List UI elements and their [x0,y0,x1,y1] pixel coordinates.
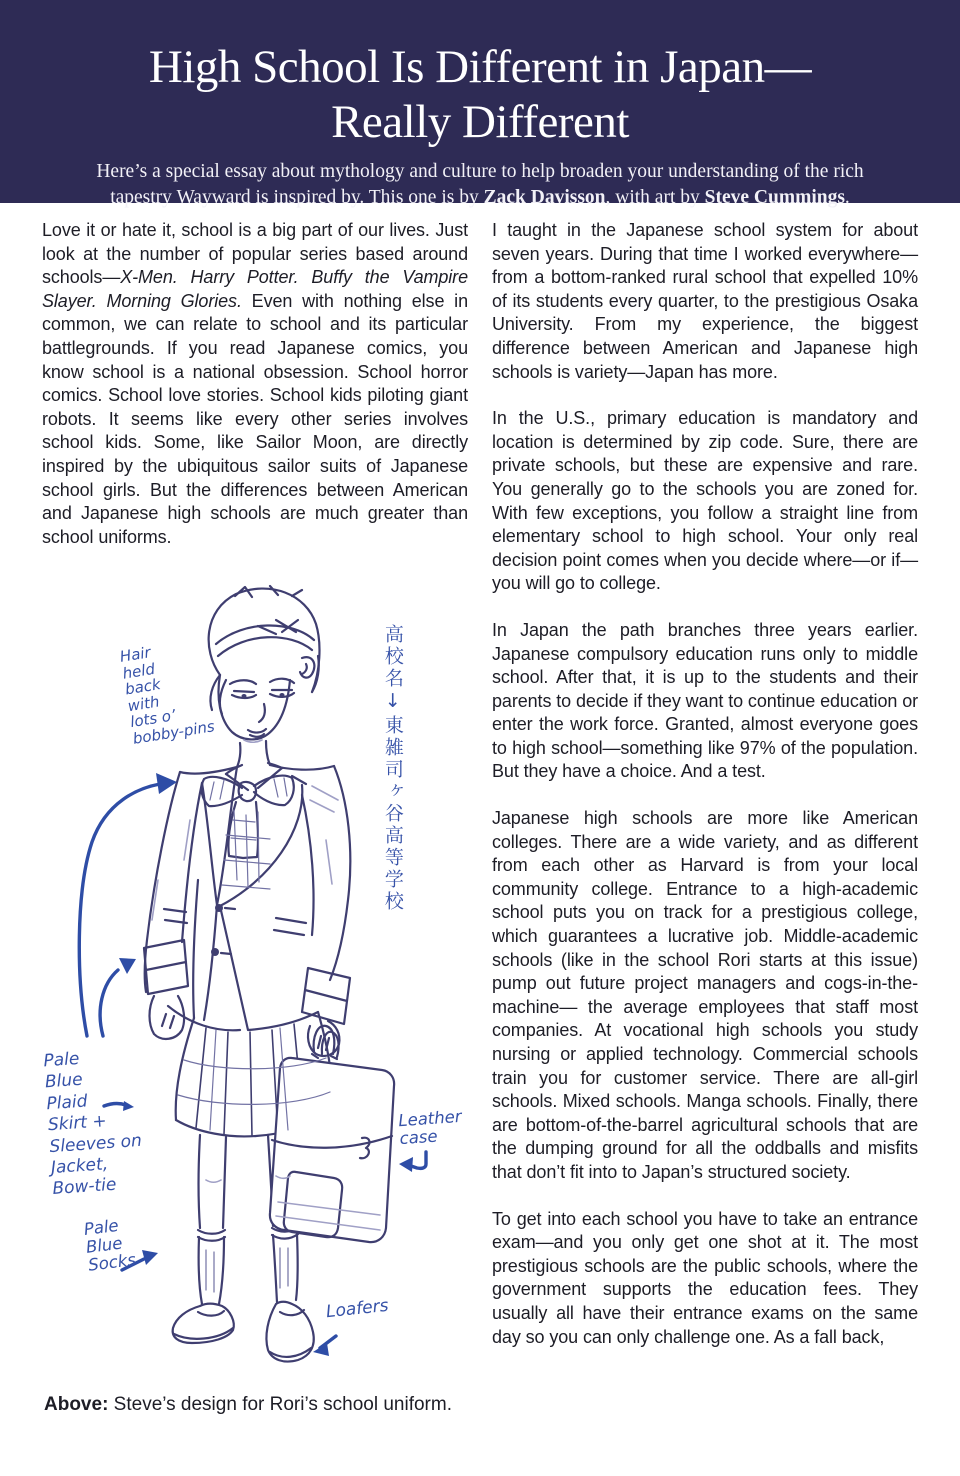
essay-paragraph: In Japan the path branches three years earlier. Japanese compulsory education runs only to middle school. After that, it is up to the students and their parents to decide if they want to continue education or enter the work force. Granted, almost everyone goes to high school—something like 97% of the population. But they have a choice. And a test. [492,619,918,782]
left-column [42,219,468,572]
leather-case-annotation: Leather case [397,1106,463,1149]
right-column [492,219,918,1372]
caption-text: Steve’s design for Rori’s school uniform. [108,1394,452,1415]
essay-paragraph: In the U.S., primary education is mandatory and location is determined by zip code. Sure, there are private schools, but these are expensive and rare. You generally go to the schools you are zoned for. With few exceptions, you follow a straight line from elementary school to high school. Your only real decision point comes when you decide where—or if—you will go to college. [492,408,918,594]
essay-subtitle [85,159,875,211]
author-name: Zack Davisson [483,187,606,208]
page-title-line-1: High School Is Different in Japan— [148,41,812,93]
plaid-annotation: Pale Blue Plaid Skirt + Sleeves on Jacket, Bow-tie [42,1048,143,1200]
artist-name: Steve Cummings [704,187,845,208]
figure-caption [44,1393,474,1417]
essay-paragraph: I taught in the Japanese school system for about seven years. During that time I worked everywhere—from a bottom-ranked rural school that expelled 10% of its students every quarter, to the prestigious Osaka University. From my experience, the biggest difference between American and Japanese high schools is variety—Japan has more. [492,220,918,382]
school-name-annotation: 高校名↓東雑司ヶ谷高等学校 [381,624,404,913]
essay-paragraph [42,219,468,549]
arrow-to-case [411,1152,426,1168]
subtitle-text: Here’s a special essay about mythology and culture to help broaden your understanding of the rich tapestry Wayward is inspired by. This one is by [96,161,864,208]
socks-annotation: Pale Blue Socks [82,1215,137,1275]
subtitle-text: , with art by [605,187,705,208]
paragraph-text: Even with nothing else in common, we can relate to school and its particular battlegrounds. If you read Japanese comics, you know school is a national obsession. School horror comics. School love stories. School kids piloting giant robots. It seems like every other series involves school kids. Some, like Sailor Moon, are directly inspired by the ubiquitous sailor suits of Japanese school girls. But the differences between American and Japanese high schools are much greater than school uniforms. [42,290,468,547]
page-title [0,0,960,150]
annotation-arrowheads [119,773,413,1356]
arrow-to-cuff [100,970,118,1036]
series-titles-italic: X-Men. Harry Potter. Buffy the Vampire Slayer. Morning Glories. [42,267,468,311]
essay-header [0,0,960,208]
paragraph-text: Love it or hate it, school is a big part of our lives. Just look at the number of popular series based around schools— [42,220,468,288]
caption-label: Above: [44,1394,109,1415]
loafers-annotation: Loafers [325,1295,390,1323]
essay-paragraph: Japanese high schools are more like American colleges. There are a wide variety, and as different from each other as Harvard is from your local community college. Entrance to a high-academic school puts you on track for a prestigious college, which guarantees a lucrative job. Middle-academic schools (like in the school Rori starts at this issue) pump out future project managers and cogs-in-the-machine— the average employees that staff most companies. At vocational high schools you study nursing or applied technology. Commercial schools train you for customer service. There are all-girl schools. Mixed schools. Manga schools. Finally, there are bottom-of-the-barrel agricultural schools that are the dumping ground for all the oddballs and misfits that don’t fit into to Japan’s structured society. [492,808,918,1182]
subtitle-text: . [844,187,850,208]
uniform-design-figure [30,580,470,1390]
essay-paragraph: To get into each school you have to take an entrance exam—and you only get one shot at it. The most prestigious schools are the public schools, where the government supports the education fees. They usually all have their entrance exams on the same day so you can only challenge one. As a fall back, [492,1208,918,1347]
hair-annotation: Hair held back with lots o’ bobby-pins [118,643,216,748]
arrow-to-shoulder [79,784,160,1036]
page-title-line-2: Really Different [331,96,629,148]
